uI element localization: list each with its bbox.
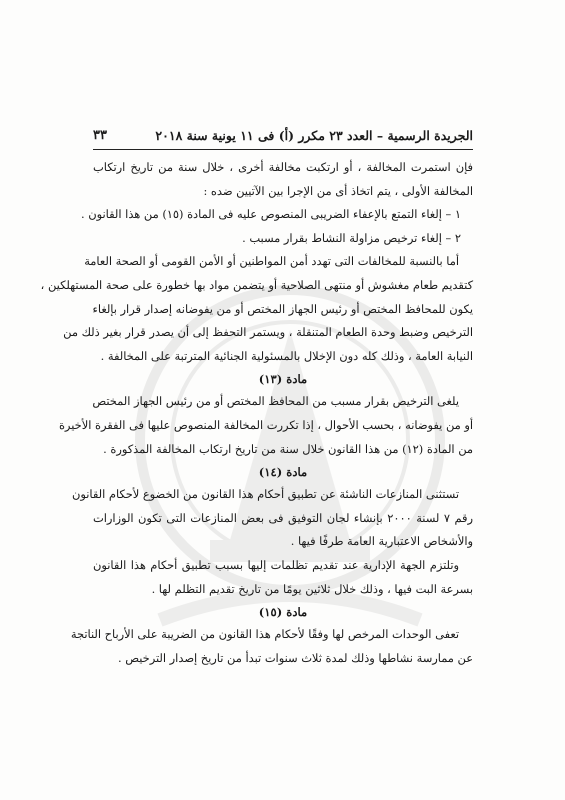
paragraph-line: تعفى الوحدات المرخص لها وفقًا لأحكام هذا القانون من الضريبة على الأرباح الناتجة: [70, 627, 459, 642]
paragraph-line: بسرعة البت فيها ، وذلك خلال ثلاثين يومًا من تاريخ تقديم التظلم لها .: [151, 581, 473, 596]
article-heading: مادة (١٥): [258, 605, 308, 620]
paragraph-line: النيابة العامة ، وذلك كله دون الإخلال بالمسئولية الجنائية المترتبة على المخالفة .: [100, 348, 473, 363]
paragraph-line: والأشخاص الاعتبارية العامة طرفًا فيها .: [290, 534, 473, 549]
paragraph-line: يكون للمحافظ المختص أو رئيس الجهاز المختص أو من يفوضانه إصدار قرار بإلغاء: [92, 301, 473, 316]
paragraph-line: رقم ٧ لسنة ٢٠٠٠ بإنشاء لجان التوفيق فى بعض المنازعات التى تكون الوزارات: [93, 510, 473, 525]
paragraph-line: كتقديم طعام مغشوش أو منتهى الصلاحية أو يتضمن مواد بها خطورة على صحة المستهلكين ،: [40, 277, 473, 292]
article-heading: مادة (١٣): [258, 372, 308, 387]
paragraph-line: المخالفة الأولى ، يتم اتخاذ أى من الإجرا بين الآتيين ضده :: [203, 183, 473, 198]
paragraph-line: الترخيص وضبط وحدة الطعام المتنقلة ، ويستمر التحفظ إلى أن يصدر قرار بغير ذلك من: [63, 325, 473, 340]
page-content: [40, 128, 473, 670]
paragraph-line: أو من يفوضانه ، بحسب الأحوال ، إذا تكررت المخالفة المنصوص عليها فى الفقرة الأخيرة: [58, 417, 473, 432]
paragraph-line: فإن استمرت المخالفة ، أو ارتكبت مخالفة أخرى ، خلال سنة من تاريخ ارتكاب: [93, 160, 473, 174]
list-item: ٢ – إلغاء ترخيص مزاولة النشاط بقرار مسبب .: [242, 230, 461, 245]
paragraph-line: أما بالنسبة للمخالفات التى تهدد أمن المواطنين أو الأمن القومى أو الصحة العامة: [84, 254, 459, 269]
paragraph-line: من المادة (١٢) من هذا القانون خلال سنة من تاريخ ارتكاب المخالفة المذكورة .: [103, 441, 473, 456]
list-item: ١ – إلغاء التمتع بالإعفاء الضريبى المنصوص عليه فى المادة (١٥) من هذا القانون .: [81, 207, 461, 222]
gazette-title: الجريدة الرسمية – العدد ٢٣ مكرر (أ) فى ١١ يونية سنة ٢٠١٨: [155, 128, 473, 143]
article-heading: مادة (١٤): [258, 465, 308, 480]
paragraph-line: عن ممارسة نشاطها وذلك لمدة ثلاث سنوات تبدأ من تاريخ إصدار الترخيص .: [118, 650, 473, 665]
paragraph-line: يلغى الترخيص بقرار مسبب من المحافظ المختص أو من رئيس الجهاز المختص: [92, 394, 459, 409]
page-header: [93, 128, 473, 150]
page-number: ٣٣: [93, 128, 107, 143]
paragraph-line: وتلتزم الجهة الإدارية عند تقديم تظلمات إليها بسبب تطبيق أحكام هذا القانون: [93, 557, 459, 572]
paragraph-line: تستثنى المنازعات الناشئة عن تطبيق أحكام هذا القانون من الخضوع لأحكام القانون: [72, 487, 459, 502]
